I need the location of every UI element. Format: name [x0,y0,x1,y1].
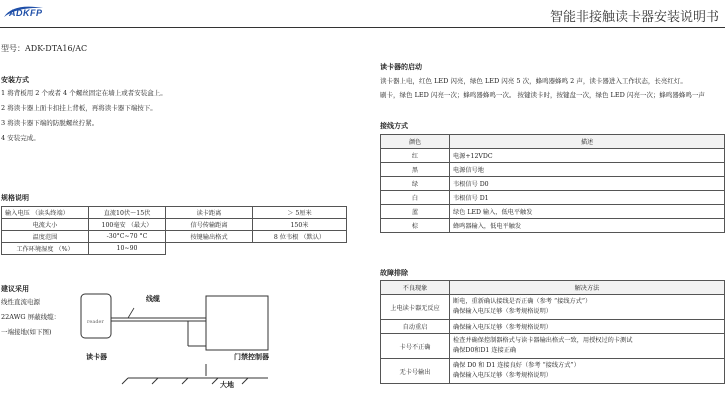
install-step: 2 将读卡器上面卡扣挂上背板，再将读卡器下端按下。 [1,104,157,112]
column-header: 解决方法 [450,281,725,295]
startup-line: 读卡器上电，红色 LED 闪亮，绿色 LED 闪亮 5 次，蜂鸣器蜂鸣 2 声，读卡器进入工作状态，长亮红灯。 [380,77,687,85]
table-cell: 电流大小 [2,219,89,231]
table-header-row [381,135,725,149]
table-cell: 无卡号输出 [381,359,450,384]
reader-label: 读卡器 [86,352,107,361]
install-step: 4 安装完成。 [1,134,40,142]
table-cell: 自动重启 [381,320,450,334]
table-cell: 直流10伏～15伏 [89,207,166,219]
table-row [381,149,725,163]
table-cell: 卡号不正确 [381,334,450,359]
table-cell: 150米 [253,219,347,231]
table-row [381,320,725,334]
table-row [381,295,725,320]
logo-text: ADKFP [9,8,43,18]
table-cell: 温度范围 [2,231,89,243]
table-cell: 电源信号地 [450,163,725,177]
table-cell: 黑 [381,163,450,177]
cable-label: 线缆 [146,294,160,303]
ground-label: 大地 [220,380,234,389]
table-row [381,205,725,219]
fault-solution-line: 断电，重新确认接线是否正确（参考 “接线方式”） [453,298,592,305]
recommend-heading: 建议采用 [1,284,29,293]
table-cell: 确保输入电压足够（参考规格说明） [450,320,725,334]
table-row [381,163,725,177]
table-cell: 8 位韦根 （默认） [253,231,347,243]
table-cell: -30°C~70 °C [89,231,166,243]
table-cell: 电源+12VDC [450,149,725,163]
table-cell: 信号传输距离 [166,219,253,231]
startup-heading: 读卡器的启动 [380,62,422,71]
table-cell: 绿色 LED 输入，低电平触发 [450,205,725,219]
wiring-table [380,134,725,233]
model-number: 型号：ADK-DTA16/AC [1,44,88,53]
wiring-heading: 接线方式 [380,121,408,130]
table-cell: 白 [381,191,450,205]
recommend-line: 一端接地(如下图) [1,328,52,336]
table-cell: 韦根信号 D1 [450,191,725,205]
table-cell: 韦根信号 D0 [450,177,725,191]
faults-table [380,280,725,384]
table-row [381,219,725,233]
table-row [2,219,347,231]
column-header: 描述 [450,135,725,149]
table-cell: 棕 [381,219,450,233]
reader-inner-label: reader [87,319,104,325]
table-cell: 100毫安 （最大） [89,219,166,231]
wiring-diagram [78,288,278,400]
table-row [2,243,347,255]
install-step: 1 将背板用 2 个或者 4 个螺丝固定在墙上或者安装盒上。 [1,89,167,97]
column-header: 不良现象 [381,281,450,295]
table-row [381,191,725,205]
table-cell: 10~90 [89,243,166,255]
install-step: 3 将读卡器下端的防脱螺丝拧紧。 [1,119,99,127]
table-cell: 输入电压 （读头终端） [2,207,89,219]
table-row [381,359,725,384]
table-cell: 蓝 [381,205,450,219]
controller-label: 门禁控制器 [234,352,269,361]
table-cell [450,295,725,320]
table-header-row [381,281,725,295]
recommend-line: 22AWG 屏蔽线缆： [1,313,61,321]
specs-table [1,206,347,255]
table-cell: 红 [381,149,450,163]
fault-solution-line: 确保D0和D1 连接正确 [453,347,517,354]
table-cell [450,359,725,384]
table-cell [450,334,725,359]
table-cell: 按键输出格式 [166,231,253,243]
table-cell: 工作环境湿度 （%） [2,243,89,255]
table-cell: 蜂鸣器输入，低电平触发 [450,219,725,233]
header-rule [0,27,725,28]
startup-line: 刷卡，绿色 LED 闪亮一次；蜂鸣器蜂鸣一次。 按键读卡时，按键盘一次，绿色 LED 闪亮一次；蜂鸣器蜂鸣一声 [380,91,705,99]
table-cell: ＞ 5厘米 [253,207,347,219]
fault-solution-line: 检查并确保控制器格式与读卡器输出格式一致，用授权过的卡测试 [453,337,633,344]
table-cell: 绿 [381,177,450,191]
recommend-line: 线性直流电源 [1,298,40,306]
specs-heading: 规格说明 [1,193,29,202]
table-cell [253,243,347,255]
table-row [381,334,725,359]
install-heading: 安装方式 [1,75,29,84]
table-row [381,177,725,191]
fault-solution-line: 确保输入电压足够（参考规格说明） [453,372,552,379]
column-header: 颜色 [381,135,450,149]
logo [3,5,45,19]
fault-solution-line: 确保输入电压足够（参考规格说明） [453,308,552,315]
fault-solution-line: 确保 D0 和 D1 连接良好（参考 “接线方式”） [453,362,580,369]
faults-heading: 故障排除 [380,268,408,277]
table-row [2,231,347,243]
document-title: 智能非接触读卡器安装说明书 [549,10,719,25]
table-cell: 上电读卡器无反应 [381,295,450,320]
table-cell: 读卡距离 [166,207,253,219]
table-row [2,207,347,219]
table-cell [166,243,253,255]
